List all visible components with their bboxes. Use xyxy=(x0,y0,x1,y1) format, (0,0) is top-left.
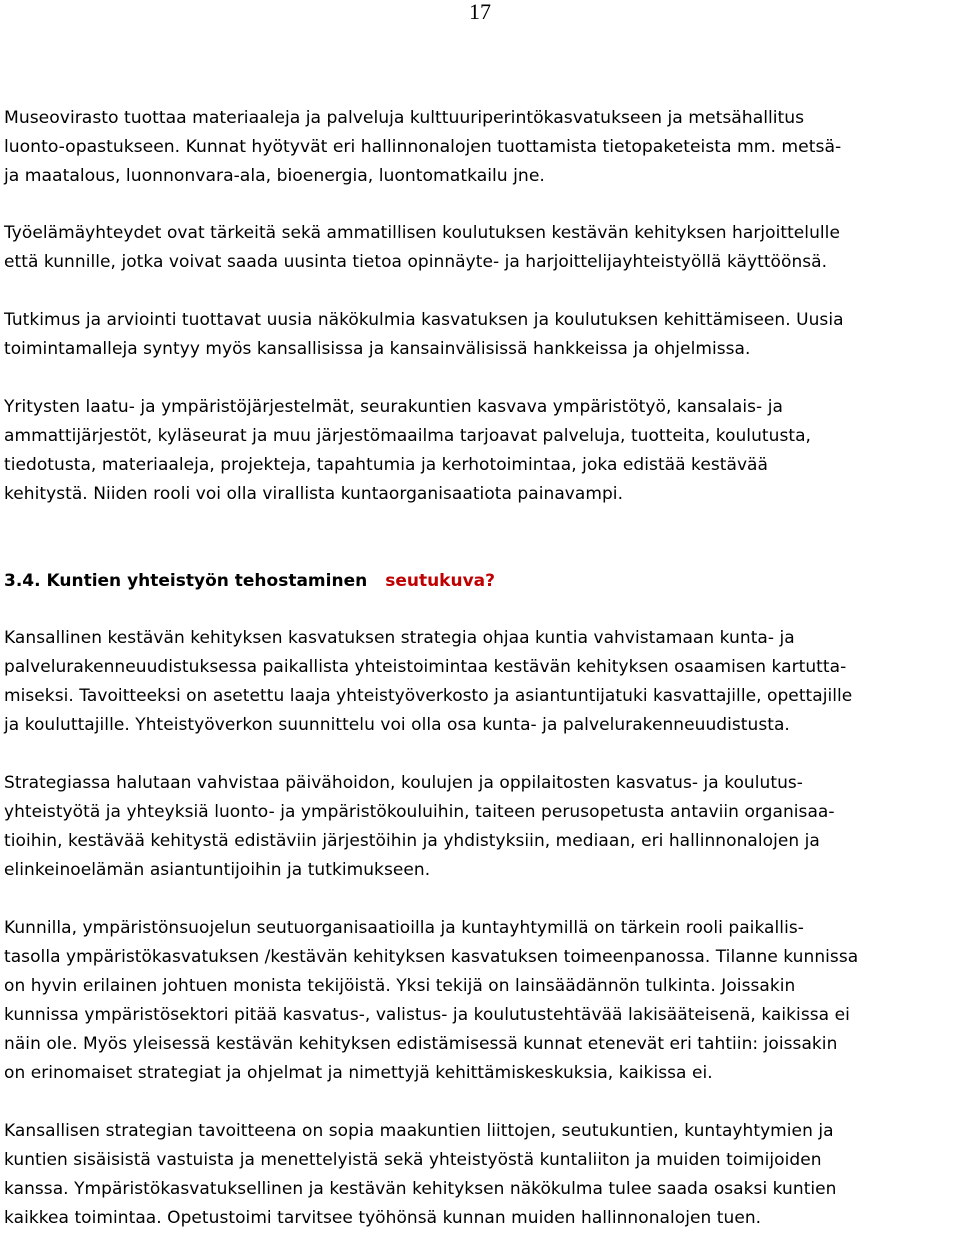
section-heading xyxy=(4,567,960,595)
paragraph-intro xyxy=(4,104,960,191)
paragraph-line: Tutkimus ja arviointi tuottavat uusia näkökulmia kasvatuksen ja koulutuksen kehittämiseen. Uusia xyxy=(4,310,844,330)
paragraph-line: tioihin, kestävää kehitystä edistäviin järjestöihin ja yhdistyksiin, mediaan, eri hallinnonalojen ja xyxy=(4,831,820,851)
paragraph-line: Kunnilla, ympäristönsuojelun seutuorganisaatioilla ja kuntayhtymillä on tärkein rooli paikallis- xyxy=(4,918,804,938)
paragraph-line: Kansallisen strategian tavoitteena on sopia maakuntien liittojen, seutukuntien, kuntayhtymien ja xyxy=(4,1121,834,1141)
paragraph-line: toimintamalleja syntyy myös kansallisissa ja kansainvälisissä hankkeissa ja ohjelmissa. xyxy=(4,339,751,359)
section-title: 3.4. Kuntien yhteistyön tehostaminen xyxy=(4,571,368,591)
paragraph-line: kanssa. Ympäristökasvatuksellinen ja kestävän kehityksen näkökulma tulee saada osaksi kuntien xyxy=(4,1179,837,1199)
paragraph-line: kehitystä. Niiden rooli voi olla virallista kuntaorganisaatiota painavampi. xyxy=(4,484,624,504)
paragraph-line: kuntien sisäisistä vastuista ja menettelyistä sekä yhteistyöstä kuntaliiton ja muiden toimijoiden xyxy=(4,1150,822,1170)
paragraph-line: tasolla ympäristökasvatuksen /kestävän kehityksen kasvatuksen toimeenpanossa. Tilanne kunnissa xyxy=(4,947,859,967)
paragraph-line: elinkeinoelämän asiantuntijoihin ja tutkimukseen. xyxy=(4,860,431,880)
paragraph-line: Museovirasto tuottaa materiaaleja ja palveluja kulttuuriperintökasvatukseen ja metsähallitus xyxy=(4,108,805,128)
page-number: 17 xyxy=(469,0,491,24)
paragraph-line: miseksi. Tavoitteeksi on asetettu laaja yhteistyöverkosto ja asiantuntijatuki kasvattajille, opettajille xyxy=(4,686,853,706)
section-note: seutukuva? xyxy=(385,571,496,591)
paragraph-line: on erinomaiset strategiat ja ohjelmat ja nimettyjä kehittämiskeskuksia, kaikissa ei. xyxy=(4,1063,713,1083)
paragraph-line: ja kouluttajille. Yhteistyöverkon suunnittelu voi olla osa kunta- ja palvelurakenneuudistusta. xyxy=(4,715,790,735)
paragraph-line: näin ole. Myös yleisessä kestävän kehityksen edistämisessä kunnat etenevät eri tahtiin: joissakin xyxy=(4,1034,838,1054)
paragraph-line: ammattijärjestöt, kyläseurat ja muu järjestömaailma tarjoavat palveluja, tuotteita, koulutusta, xyxy=(4,426,811,446)
paragraph-line: yhteistyötä ja yhteyksiä luonto- ja ympäristökouluihin, taiteen perusopetusta antaviin organisaa- xyxy=(4,802,835,822)
paragraph-line: on hyvin erilainen johtuen monista tekijöistä. Yksi tekijä on lainsäädännön tulkinta. Joissakin xyxy=(4,976,796,996)
paragraph-line: luonto-opastukseen. Kunnat hyötyvät eri hallinnonalojen tuottamista tietopaketeista mm. metsä- xyxy=(4,137,842,157)
paragraph-municipalities xyxy=(4,914,960,1088)
paragraph-national-goal xyxy=(4,1117,960,1233)
paragraph-line: tiedotusta, materiaaleja, projekteja, tapahtumia ja kerhotoimintaa, joka edistää kestävää xyxy=(4,455,768,475)
paragraph-working-life xyxy=(4,219,960,277)
paragraph-line: Työelämäyhteydet ovat tärkeitä sekä ammatillisen koulutuksen kestävän kehityksen harjoittelulle xyxy=(4,223,840,243)
paragraph-line: kunnissa ympäristösektori pitää kasvatus-, valistus- ja koulutustehtävää lakisääteisenä, kaikissa ei xyxy=(4,1005,850,1025)
paragraph-strategy-goals xyxy=(4,769,960,885)
paragraph-companies xyxy=(4,393,960,509)
paragraph-research xyxy=(4,306,960,364)
paragraph-line: Strategiassa halutaan vahvistaa päivähoidon, koulujen ja oppilaitosten kasvatus- ja koulutus- xyxy=(4,773,803,793)
document-body xyxy=(4,104,960,1233)
paragraph-line: ja maatalous, luonnonvara-ala, bioenergia, luontomatkailu jne. xyxy=(4,166,545,186)
paragraph-line: palvelurakenneuudistuksessa paikallista yhteistoimintaa kestävän kehityksen osaamisen kartutta- xyxy=(4,657,847,677)
paragraph-line: että kunnille, jotka voivat saada uusinta tietoa opinnäyte- ja harjoittelijayhteistyöllä käyttöönsä. xyxy=(4,252,828,272)
paragraph-national-strategy xyxy=(4,624,960,740)
paragraph-line: Kansallinen kestävän kehityksen kasvatuksen strategia ohjaa kuntia vahvistamaan kunta- ja xyxy=(4,628,795,648)
paragraph-line: kaikkea toimintaa. Opetustoimi tarvitsee työhönsä kunnan muiden hallinnonalojen tuen. xyxy=(4,1208,762,1228)
paragraph-line: Yritysten laatu- ja ympäristöjärjestelmät, seurakuntien kasvava ympäristötyö, kansalais- ja xyxy=(4,397,783,417)
